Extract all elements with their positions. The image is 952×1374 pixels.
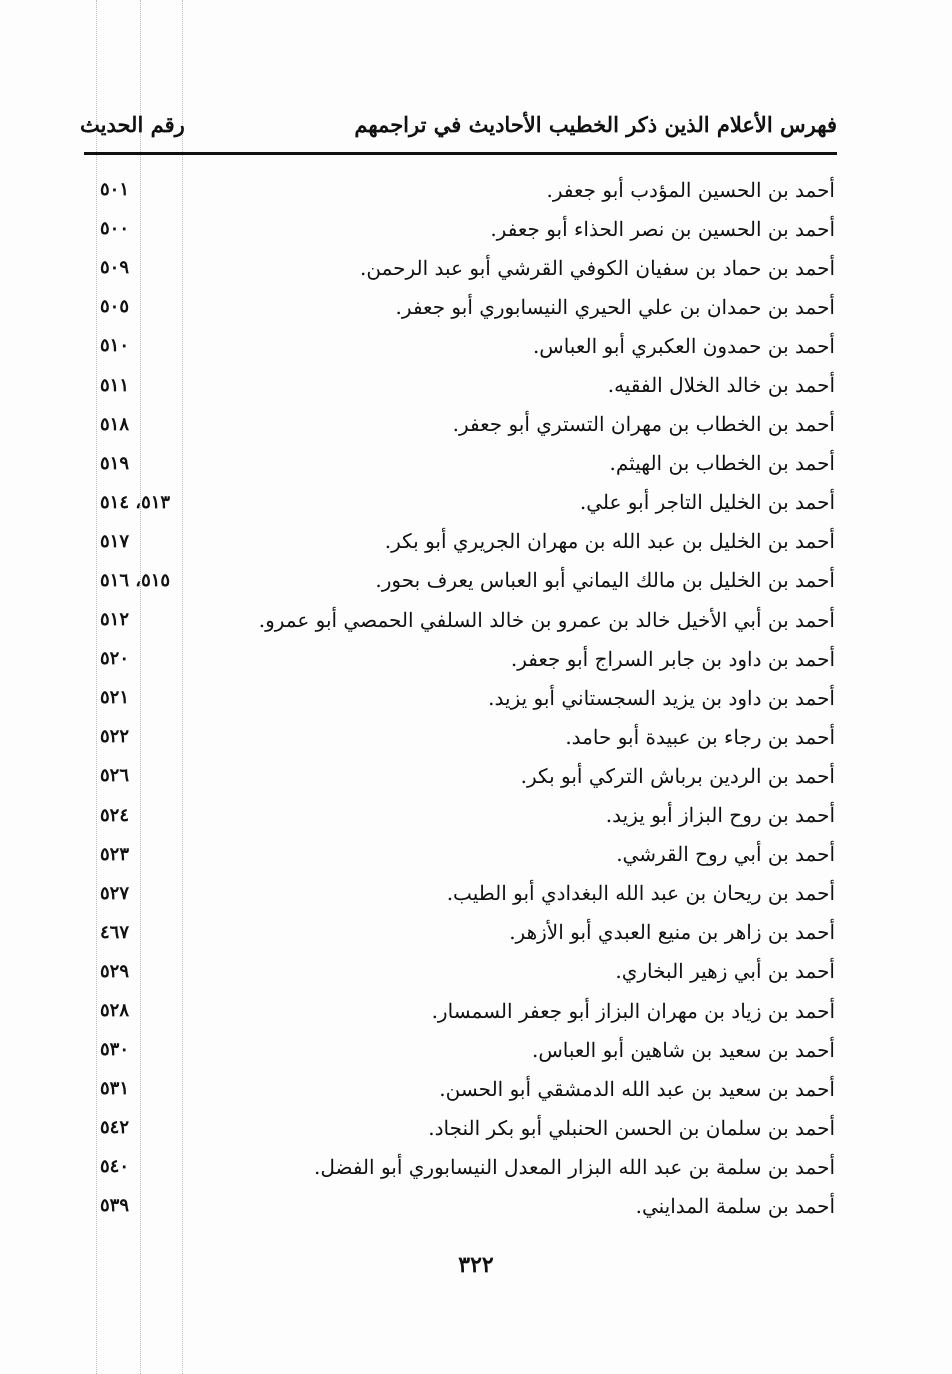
index-entry xyxy=(84,600,837,639)
index-entry xyxy=(84,717,837,756)
index-entry xyxy=(84,248,837,287)
entry-name: أحمد بن ريحان بن عبد الله البغدادي أبو الطيب. xyxy=(446,881,835,906)
entry-hadith-number: ٥١٩ xyxy=(100,452,130,474)
index-entry xyxy=(84,444,837,483)
entry-name: أحمد بن الردين برباش التركي أبو بكر. xyxy=(520,763,835,788)
index-entry xyxy=(84,874,837,913)
index-entry xyxy=(84,522,837,561)
entry-hadith-number: ٥٢٩ xyxy=(100,960,130,982)
entry-name: أحمد بن الخطاب بن مهران التستري أبو جعفر. xyxy=(452,412,835,437)
entry-hadith-number: ٥٤٢ xyxy=(100,1117,130,1139)
index-entry xyxy=(84,365,837,404)
index-entry xyxy=(84,835,837,874)
entry-name: أحمد بن الحسين المؤدب أبو جعفر. xyxy=(546,177,835,202)
entry-name: أحمد بن خالد الخلال الفقيه. xyxy=(607,373,835,398)
index-entry xyxy=(84,1108,837,1147)
entry-hadith-number: ٥١٥، ٥١٦ xyxy=(100,569,171,591)
page-number: ٣٢٢ xyxy=(458,1252,494,1278)
entry-name: أحمد بن سلمة بن عبد الله البزار المعدل النيسابوري أبو الفضل. xyxy=(313,1154,835,1179)
entry-hadith-number: ٥١٠ xyxy=(100,335,130,357)
index-entry xyxy=(84,1147,837,1186)
index-entry xyxy=(84,756,837,795)
entry-hadith-number: ٥٠١ xyxy=(100,179,130,201)
entry-name: أحمد بن أبي الأخيل خالد بن عمرو بن خالد السلفي الحمصي أبو عمرو. xyxy=(258,607,835,632)
entry-hadith-number: ٥٢٨ xyxy=(100,1000,130,1022)
entry-name: أحمد بن سلمة المدايني. xyxy=(635,1193,835,1218)
index-entry xyxy=(84,326,837,365)
entry-name: أحمد بن أبي زهير البخاري. xyxy=(615,959,835,984)
index-entry xyxy=(84,639,837,678)
page-header xyxy=(80,104,837,144)
index-entry xyxy=(84,287,837,326)
index-entry xyxy=(84,796,837,835)
entry-hadith-number: ٥٢٣ xyxy=(100,843,130,865)
entry-name: أحمد بن سعيد بن شاهين أبو العباس. xyxy=(532,1037,835,1062)
entry-name: أحمد بن داود بن جابر السراج أبو جعفر. xyxy=(510,646,835,671)
hadith-number-column-label: رقم الحديث xyxy=(80,111,185,137)
index-entry xyxy=(84,1186,837,1225)
entry-name: أحمد بن زاهر بن منيع العبدي أبو الأزهر. xyxy=(509,920,835,945)
index-entry xyxy=(84,1030,837,1069)
entry-name: أحمد بن الحسين بن نصر الحذاء أبو جعفر. xyxy=(490,216,835,241)
entry-hadith-number: ٥١١ xyxy=(100,374,130,396)
entry-name: أحمد بن حمدون العكبري أبو العباس. xyxy=(532,333,835,358)
index-entry xyxy=(84,561,837,600)
index-entry xyxy=(84,209,837,248)
entry-hadith-number: ٥٢٧ xyxy=(100,882,130,904)
index-entry xyxy=(84,483,837,522)
entry-name: أحمد بن الخليل بن عبد الله بن مهران الجريري أبو بكر. xyxy=(384,529,835,554)
index-entry xyxy=(84,405,837,444)
index-entries xyxy=(84,170,837,1226)
entry-hadith-number: ٥٢٤ xyxy=(100,804,130,826)
index-entry xyxy=(84,952,837,991)
entry-name: أحمد بن الخليل بن مالك اليماني أبو العباس يعرف بحور. xyxy=(375,568,835,593)
entry-name: أحمد بن زياد بن مهران البزاز أبو جعفر السمسار. xyxy=(431,998,835,1023)
entry-name: أحمد بن الخليل التاجر أبو علي. xyxy=(579,490,835,515)
entry-hadith-number: ٥٣١ xyxy=(100,1078,130,1100)
entry-hadith-number: ٥١٧ xyxy=(100,530,130,552)
entry-hadith-number: ٥٣٠ xyxy=(100,1039,130,1061)
entry-hadith-number: ٤٦٧ xyxy=(100,921,130,943)
entry-hadith-number: ٥١٣، ٥١٤ xyxy=(100,491,171,513)
entry-hadith-number: ٥١٨ xyxy=(100,413,130,435)
index-entry xyxy=(84,1069,837,1108)
entry-hadith-number: ٥٢١ xyxy=(100,687,130,709)
index-entry xyxy=(84,170,837,209)
header-rule xyxy=(84,152,837,155)
entry-name: أحمد بن داود بن يزيد السجستاني أبو يزيد. xyxy=(488,685,835,710)
entry-name: أحمد بن سعيد بن عبد الله الدمشقي أبو الحسن. xyxy=(439,1076,835,1101)
index-entry xyxy=(84,991,837,1030)
entry-name: أحمد بن حمدان بن علي الحيري النيسابوري أبو جعفر. xyxy=(395,294,835,319)
entry-name: أحمد بن أبي روح القرشي. xyxy=(616,842,835,867)
entry-hadith-number: ٥٢٠ xyxy=(100,648,130,670)
index-entry xyxy=(84,678,837,717)
entry-name: أحمد بن الخطاب بن الهيثم. xyxy=(609,451,835,476)
entry-name: أحمد بن رجاء بن عبيدة أبو حامد. xyxy=(565,724,835,749)
index-title: فهرس الأعلام الذين ذكر الخطيب الأحاديث في تراجمهم xyxy=(354,111,837,137)
entry-hadith-number: ٥٠٠ xyxy=(100,218,130,240)
entry-hadith-number: ٥١٢ xyxy=(100,609,130,631)
index-entry xyxy=(84,913,837,952)
entry-hadith-number: ٥٠٩ xyxy=(100,257,130,279)
entry-hadith-number: ٥٢٢ xyxy=(100,726,130,748)
entry-hadith-number: ٥٠٥ xyxy=(100,296,130,318)
entry-hadith-number: ٥٢٦ xyxy=(100,765,130,787)
entry-hadith-number: ٥٤٠ xyxy=(100,1156,130,1178)
entry-name: أحمد بن روح البزاز أبو يزيد. xyxy=(605,803,835,828)
entry-name: أحمد بن سلمان بن الحسن الحنبلي أبو بكر النجاد. xyxy=(428,1115,835,1140)
entry-hadith-number: ٥٣٩ xyxy=(100,1195,130,1217)
entry-name: أحمد بن حماد بن سفيان الكوفي القرشي أبو عبد الرحمن. xyxy=(360,255,835,280)
